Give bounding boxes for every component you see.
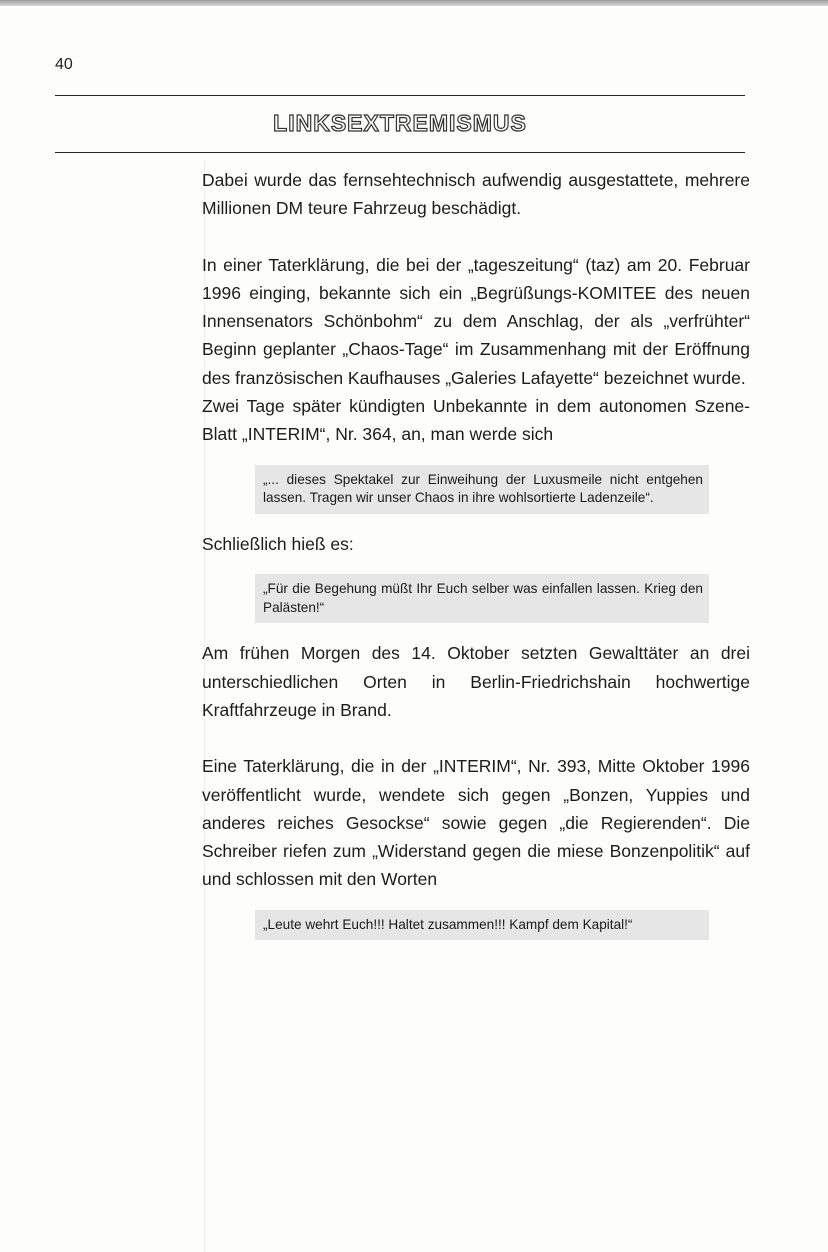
scan-edge xyxy=(0,0,828,6)
page-number: 40 xyxy=(55,56,73,73)
header-rule-top xyxy=(55,95,745,96)
block-quote: „Leute wehrt Euch!!! Haltet zusammen!!! Kampf dem Kapital!“ xyxy=(255,910,709,941)
paragraph: Zwei Tage später kündigten Unbekannte in dem autonomen Szene-Blatt „INTERIM“, Nr. 364, an, man werde sich xyxy=(202,396,750,445)
paragraph-gap xyxy=(202,724,750,752)
paragraph: Dabei wurde das fernsehtechnisch aufwendig ausgestattete, mehrere Millionen DM teure Fahrzeug beschädigt. xyxy=(202,170,750,219)
paragraph-gap xyxy=(202,223,750,251)
paragraph: Eine Taterklärung, die in der „INTERIM“, Nr. 393, Mitte Oktober 1996 veröffentlicht wurde, wendete sich gegen „Bonzen, Yuppies und anderes reiches Gesockse“ sowie gegen „die Regierenden“. Die Schreiber riefen zum „Widerstand gegen die miese Bonzenpolitik“ auf und schlossen mit den Worten xyxy=(202,756,750,890)
header-rule-bottom xyxy=(55,152,745,153)
paragraph: Am frühen Morgen des 14. Oktober setzten Gewalttäter an drei unterschiedlichen Orten in Berlin-Friedrichshain hochwertige Kraftfahrzeuge in Brand. xyxy=(202,643,750,720)
body-text xyxy=(202,166,750,956)
paragraph: In einer Taterklärung, die bei der „tageszeitung“ (taz) am 20. Februar 1996 einging, bekannte sich ein „Begrüßungs-KOMITEE des neuen Innensenators Schönbohm“ zu dem Anschlag, der als „verfrühter“ Beginn geplanter „Chaos-Tage“ im Zusammenhang mit der Eröffnung des französischen Kaufhauses „Galeries Lafayette“ bezeichnet wurde. xyxy=(202,254,750,388)
block-quote: „... dieses Spektakel zur Einweihung der Luxusmeile nicht entgehen lassen. Tragen wir unser Chaos in ihre wohlsortierte Ladenzeile“. xyxy=(255,465,709,514)
section-title: LINKSEXTREMISMUS xyxy=(273,110,527,136)
block-quote: „Für die Begehung müßt Ihr Euch selber was einfallen lassen. Krieg den Palästen!“ xyxy=(255,574,709,623)
paragraph: Schließlich hieß es: xyxy=(202,533,354,554)
